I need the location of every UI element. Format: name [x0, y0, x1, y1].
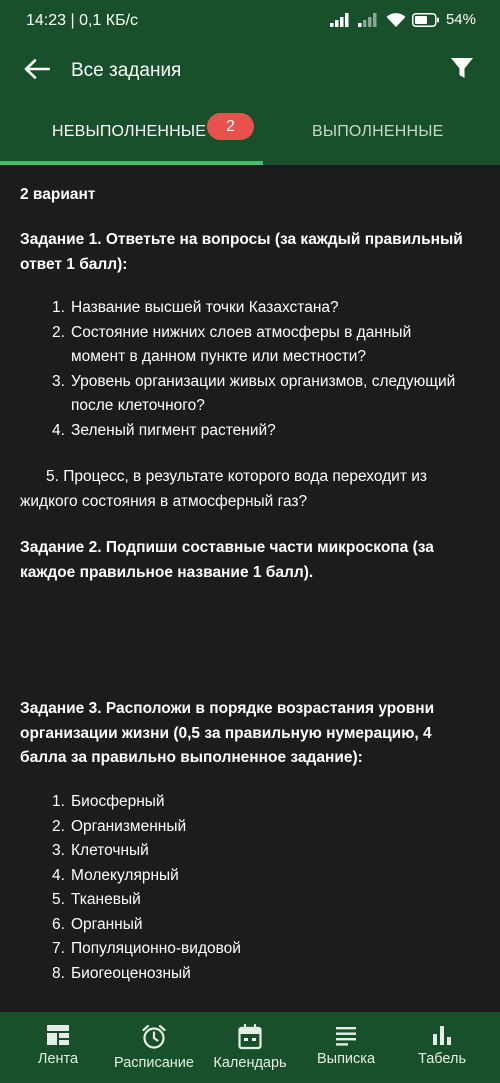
- signal-icon: [330, 13, 352, 27]
- calendar-icon: [238, 1024, 262, 1050]
- list-item-text: Органный: [71, 915, 143, 933]
- list-item-number: 6.: [52, 915, 65, 933]
- nav-item-calendar[interactable]: [200, 1012, 300, 1083]
- list-item: [52, 370, 462, 419]
- status-icons: [330, 11, 476, 28]
- list-item-text: Название высшей точки Казахстана?: [71, 299, 339, 316]
- nav-label-report-card: Табель: [417, 1051, 466, 1067]
- list-item-number: 3.: [52, 372, 65, 390]
- list-item: [52, 321, 462, 370]
- list-item-text: Уровень организации живых организмов, следующий после клеточного?: [71, 372, 456, 414]
- list-item-number: 2.: [52, 323, 65, 341]
- list-item: [52, 913, 462, 938]
- task1-question-list: [52, 296, 462, 443]
- list-item: [52, 937, 462, 962]
- page-title: Все задания: [71, 60, 182, 81]
- nav-item-statement[interactable]: [296, 1012, 396, 1083]
- list-item-number: 3.: [52, 842, 65, 859]
- alarm-clock-icon: [141, 1024, 167, 1050]
- status-time-speed: 14:23 | 0,1 КБ/с: [26, 12, 139, 29]
- status-bar: [0, 0, 500, 38]
- tab-bar: [0, 113, 500, 165]
- list-item: [52, 815, 462, 840]
- nav-label-feed: Лента: [37, 1051, 79, 1067]
- tab-completed[interactable]: ВЫПОЛНЕННЫЕ: [312, 123, 444, 140]
- nav-item-report-card[interactable]: [392, 1012, 492, 1083]
- nav-label-calendar: Календарь: [213, 1055, 287, 1071]
- nav-label-schedule: Расписание: [114, 1055, 194, 1071]
- filter-icon: [450, 56, 474, 80]
- task1-question-5: 5. Процесс, в результате которого вода переходит из жидкого состояния в атмосферный газ?: [20, 468, 428, 510]
- wifi-icon: [386, 12, 406, 28]
- task3-title: Задание 3. Расположи в порядке возрастания уровни организации жизни (0,5 за правильную нумерацию, 4 балла за правильно выполненное задание):: [20, 700, 435, 766]
- feed-icon: [46, 1024, 70, 1046]
- task1-title: Задание 1. Ответьте на вопросы (за каждый правильный ответ 1 балл):: [20, 231, 463, 273]
- list-item: [52, 839, 462, 864]
- list-item: [52, 888, 462, 913]
- list-item-number: 8.: [52, 964, 65, 982]
- battery-percent: 54%: [445, 11, 476, 28]
- variant-heading: 2 вариант: [20, 186, 96, 203]
- tab-indicator: [0, 161, 263, 165]
- list-item-text: Биосферный: [71, 793, 165, 810]
- task3-level-list: [52, 790, 462, 986]
- list-item: [52, 419, 462, 444]
- list-item-text: Состояние нижних слоев атмосферы в данный момент в данном пункте или местности?: [71, 323, 412, 365]
- nav-item-feed[interactable]: [8, 1012, 108, 1083]
- list-item-text: Популяционно-видовой: [71, 940, 241, 957]
- list-item: [52, 790, 462, 815]
- filter-button[interactable]: [450, 56, 476, 82]
- list-item: [52, 296, 462, 321]
- list-item-number: 4.: [52, 866, 65, 884]
- bottom-navigation: [0, 1012, 500, 1083]
- tab-incomplete[interactable]: НЕВЫПОЛНЕННЫЕ: [52, 123, 207, 140]
- list-item-text: Молекулярный: [71, 866, 179, 884]
- list-item: [52, 864, 462, 889]
- tab-incomplete-badge: 2: [207, 113, 254, 140]
- list-item: [52, 962, 462, 987]
- list-item-text: Биогеоценозный: [71, 964, 191, 982]
- app-bar: [0, 38, 500, 165]
- task2-title: Задание 2. Подпиши составные части микроскопа (за каждое правильное название 1 балл).: [20, 539, 434, 581]
- bar-chart-icon: [431, 1024, 453, 1046]
- nav-label-statement: Выписка: [316, 1051, 376, 1067]
- list-item-number: 4.: [52, 421, 65, 439]
- list-item-number: 1.: [52, 299, 65, 316]
- list-item-text: Зеленый пигмент растений?: [71, 421, 276, 439]
- list-item-text: Организменный: [71, 817, 187, 835]
- signal-secondary-icon: [358, 13, 380, 27]
- list-item-number: 7.: [52, 940, 65, 957]
- list-item-text: Клеточный: [71, 842, 149, 859]
- list-item-number: 1.: [52, 793, 65, 810]
- list-item-number: 2.: [52, 817, 65, 835]
- back-button[interactable]: [20, 52, 54, 86]
- arrow-left-icon: [24, 59, 50, 79]
- nav-item-schedule[interactable]: [104, 1012, 204, 1083]
- list-item-text: Тканевый: [71, 891, 141, 908]
- list-item-number: 5.: [52, 891, 65, 908]
- battery-icon: [412, 13, 440, 27]
- list-lines-icon: [335, 1024, 357, 1046]
